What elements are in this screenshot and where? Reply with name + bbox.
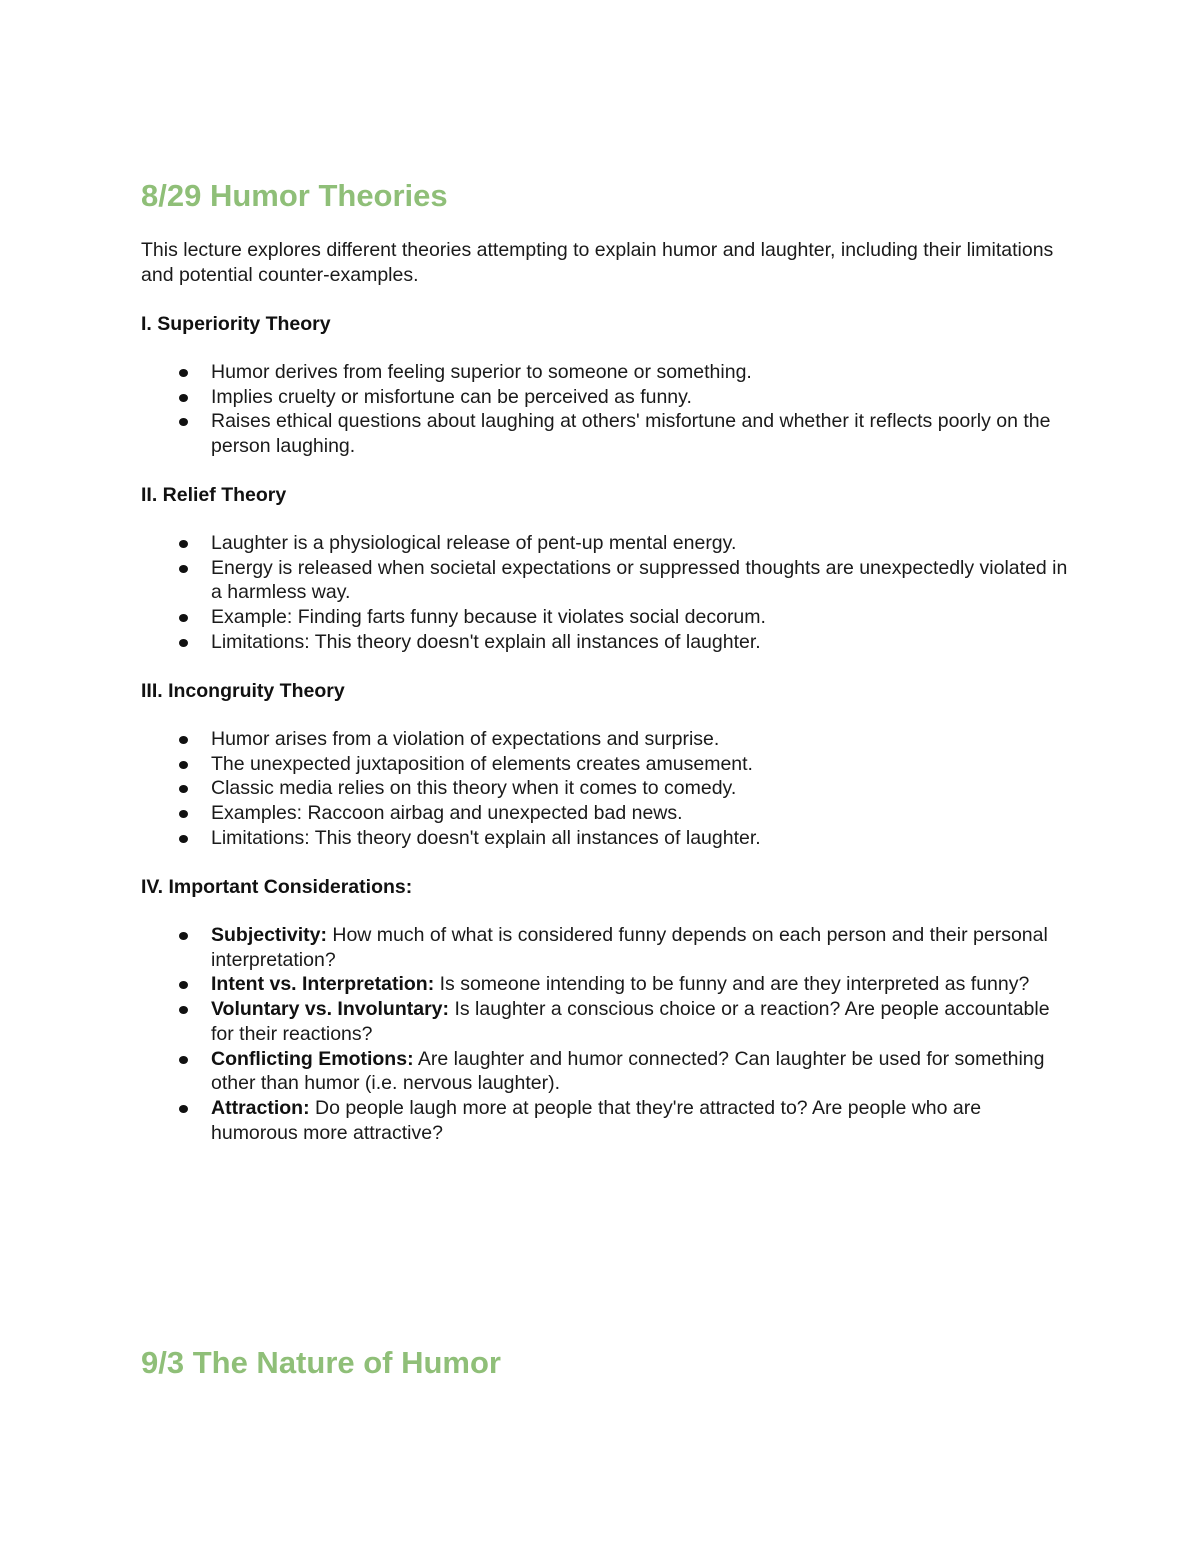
relief-bullet-list <box>141 531 1071 655</box>
list-item: The unexpected juxtaposition of elements creates amusement. <box>141 752 1071 777</box>
term-label: Conflicting Emotions: <box>211 1047 414 1070</box>
superiority-bullet-list <box>141 360 1071 459</box>
list-item: Laughter is a physiological release of pent-up mental energy. <box>141 531 1071 556</box>
list-item: Classic media relies on this theory when it comes to comedy. <box>141 776 1071 801</box>
bullet-icon <box>179 835 188 843</box>
bullet-icon <box>179 981 188 989</box>
list-item: Humor derives from feeling superior to someone or something. <box>141 360 1071 385</box>
list-item: Intent vs. Interpretation: Is someone intending to be funny and are they interpreted as funny? <box>141 972 1071 997</box>
bullet-icon <box>179 736 188 744</box>
list-item: Example: Finding farts funny because it violates social decorum. <box>141 605 1071 630</box>
bullet-icon <box>179 785 188 793</box>
section-title-incongruity: III. Incongruity Theory <box>141 680 345 702</box>
bullet-icon <box>179 1056 188 1064</box>
bullet-icon <box>179 369 188 377</box>
bullet-icon <box>179 932 188 940</box>
lecture-heading-nature-of-humor: 9/3 The Nature of Humor <box>141 1345 501 1380</box>
term-label: Intent vs. Interpretation: <box>211 973 435 996</box>
term-label: Voluntary vs. Involuntary: <box>211 998 450 1021</box>
list-item: Energy is released when societal expectations or suppressed thoughts are unexpectedly violated in a harmless way. <box>141 556 1071 605</box>
bullet-icon <box>179 1006 188 1014</box>
term-label: Attraction: <box>211 1096 310 1119</box>
list-item: Voluntary vs. Involuntary: Is laughter a conscious choice or a reaction? Are people accountable for their reactions? <box>141 997 1071 1046</box>
list-item: Limitations: This theory doesn't explain all instances of laughter. <box>141 826 1071 851</box>
bullet-icon <box>179 394 188 402</box>
list-item: Raises ethical questions about laughing at others' misfortune and whether it reflects poorly on the person laughing. <box>141 409 1071 458</box>
intro-paragraph: This lecture explores different theories attempting to explain humor and laughter, including their limitations and potential counter-examples. <box>141 239 1054 286</box>
bullet-icon <box>179 810 188 818</box>
bullet-icon <box>179 761 188 769</box>
considerations-bullet-list <box>141 923 1071 1145</box>
list-item: Conflicting Emotions: Are laughter and humor connected? Can laughter be used for something other than humor (i.e. nervous laughter). <box>141 1047 1071 1096</box>
section-title-superiority: I. Superiority Theory <box>141 313 331 335</box>
section-title-relief: II. Relief Theory <box>141 484 287 506</box>
term-label: Subjectivity: <box>211 924 327 946</box>
bullet-icon <box>179 639 188 647</box>
list-item: Implies cruelty or misfortune can be perceived as funny. <box>141 385 1071 410</box>
list-item: Attraction: Do people laugh more at people that they're attracted to? Are people who are humorous more attractive? <box>141 1096 1071 1145</box>
lecture-heading-humor-theories: 8/29 Humor Theories <box>141 178 448 213</box>
list-item: Limitations: This theory doesn't explain all instances of laughter. <box>141 630 1071 655</box>
bullet-icon <box>179 418 188 426</box>
bullet-icon <box>179 565 188 573</box>
bullet-icon <box>179 614 188 622</box>
bullet-icon <box>179 1105 188 1113</box>
list-item: Subjectivity: How much of what is considered funny depends on each person and their personal interpretation? <box>141 923 1071 972</box>
list-item: Examples: Raccoon airbag and unexpected bad news. <box>141 801 1071 826</box>
bullet-icon <box>179 540 188 548</box>
list-item: Humor arises from a violation of expectations and surprise. <box>141 727 1071 752</box>
section-title-considerations: IV. Important Considerations: <box>141 876 413 898</box>
incongruity-bullet-list <box>141 727 1071 851</box>
